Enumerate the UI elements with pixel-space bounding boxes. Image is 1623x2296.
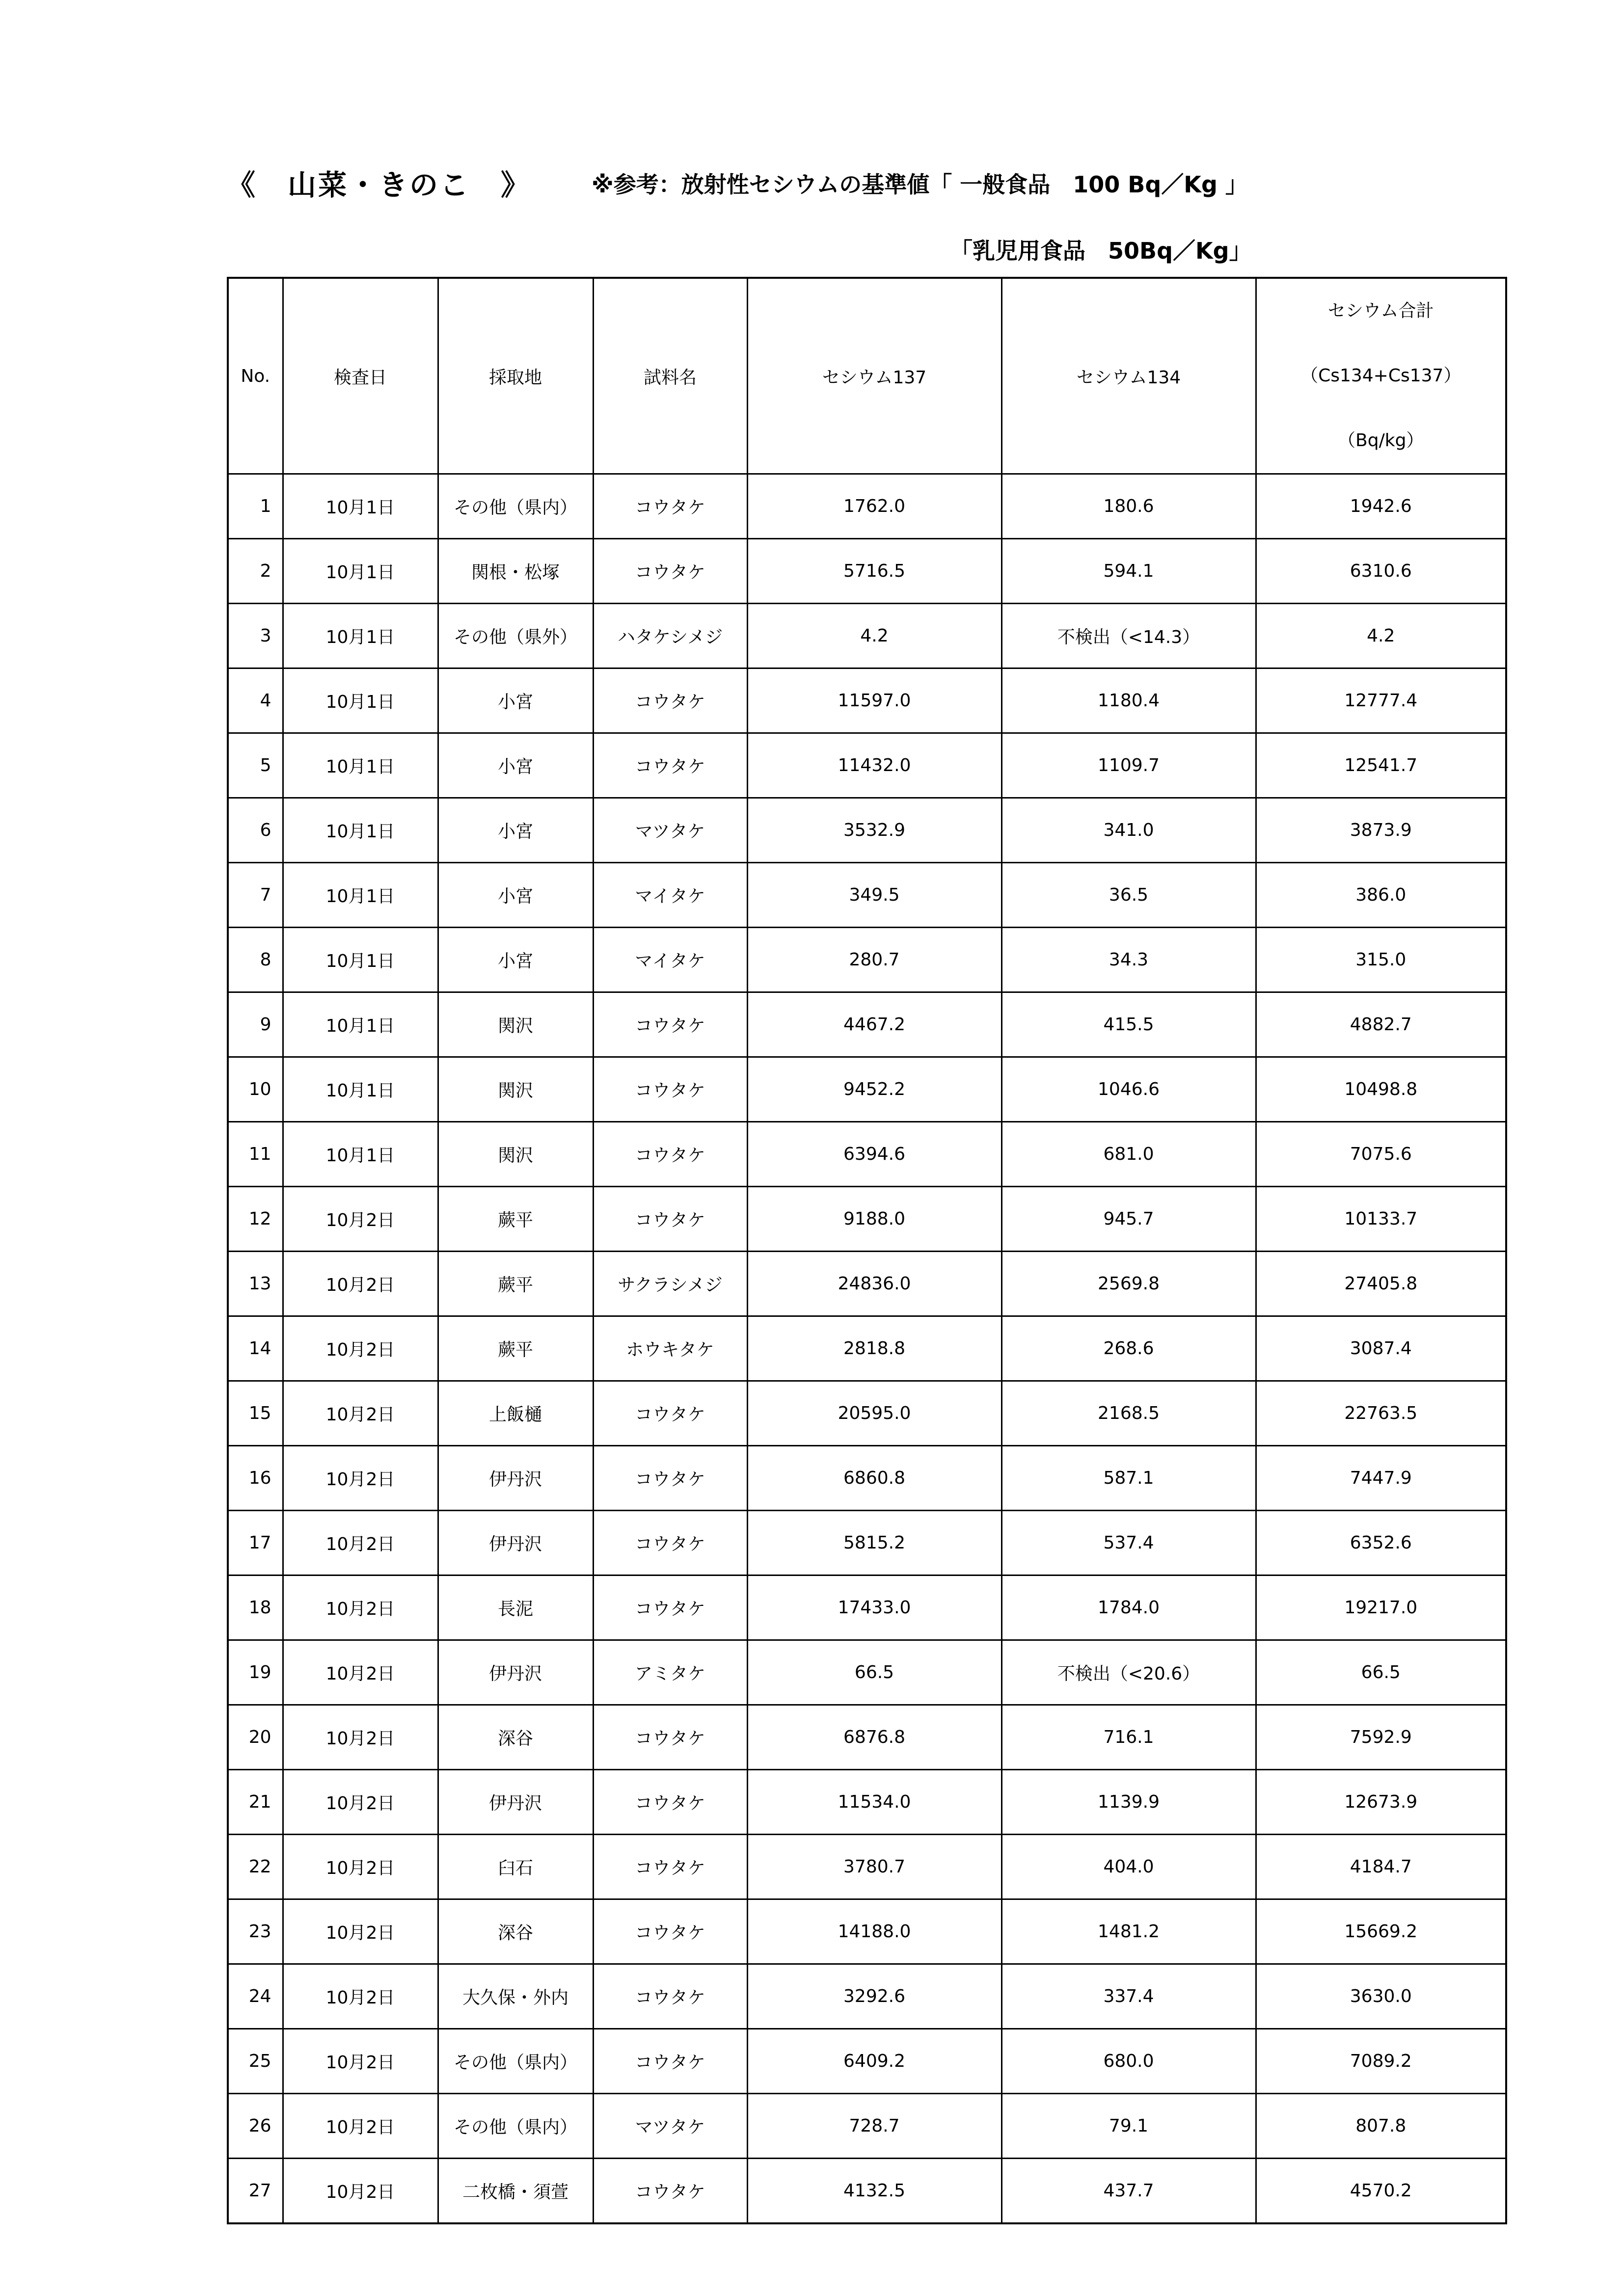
cell-location: 伊丹沢: [438, 1446, 593, 1511]
cell-date: 10月2日: [283, 1899, 438, 1964]
cell-location: 長泥: [438, 1575, 593, 1640]
header-date: 検査日: [283, 278, 438, 474]
cell-cs137: 9188.0: [747, 1187, 1001, 1252]
cell-cs134: 945.7: [1001, 1187, 1256, 1252]
cell-date: 10月2日: [283, 1511, 438, 1575]
cell-total: 15669.2: [1256, 1899, 1506, 1964]
cell-date: 10月2日: [283, 2029, 438, 2094]
cell-date: 10月2日: [283, 1446, 438, 1511]
reference-note: ※参考：放射性セシウムの基準値「 一般食品 100 Bq／Kg 」: [592, 171, 1248, 198]
table-row: [228, 863, 1506, 928]
cell-no: 4: [228, 668, 283, 733]
cell-cs134: 337.4: [1001, 1964, 1256, 2029]
cell-date: 10月1日: [283, 1057, 438, 1122]
cell-date: 10月1日: [283, 539, 438, 604]
cell-location: その他（県内）: [438, 474, 593, 539]
cell-cs134: 537.4: [1001, 1511, 1256, 1575]
cell-location: その他（県内）: [438, 2094, 593, 2159]
cell-no: 19: [228, 1640, 283, 1705]
table-row: [228, 1057, 1506, 1122]
cell-cs134: 34.3: [1001, 928, 1256, 992]
cell-cs134: 587.1: [1001, 1446, 1256, 1511]
cell-cs134: 1139.9: [1001, 1770, 1256, 1835]
cell-cs137: 9452.2: [747, 1057, 1001, 1122]
cell-no: 21: [228, 1770, 283, 1835]
cell-cs134: 1180.4: [1001, 668, 1256, 733]
cell-sample: コウタケ: [593, 1122, 747, 1187]
cell-no: 9: [228, 992, 283, 1057]
cell-location: 小宮: [438, 798, 593, 863]
cell-cs137: 3292.6: [747, 1964, 1001, 2029]
table-row: [228, 2094, 1506, 2159]
cell-cs134: 1046.6: [1001, 1057, 1256, 1122]
cell-cs137: 11597.0: [747, 668, 1001, 733]
cell-total: 10133.7: [1256, 1187, 1506, 1252]
header-total-line2: （Cs134+Cs137）: [1300, 366, 1461, 386]
table-row: [228, 604, 1506, 668]
cell-sample: コウタケ: [593, 1964, 747, 2029]
cell-cs137: 1762.0: [747, 474, 1001, 539]
cell-location: 伊丹沢: [438, 1640, 593, 1705]
cell-location: 伊丹沢: [438, 1770, 593, 1835]
cell-total: 807.8: [1256, 2094, 1506, 2159]
cell-no: 6: [228, 798, 283, 863]
cell-sample: コウタケ: [593, 1575, 747, 1640]
cell-location: 小宮: [438, 668, 593, 733]
table-row: [228, 733, 1506, 798]
cell-sample: コウタケ: [593, 1835, 747, 1899]
cell-date: 10月1日: [283, 798, 438, 863]
cell-no: 10: [228, 1057, 283, 1122]
cell-location: 関沢: [438, 1057, 593, 1122]
cell-total: 10498.8: [1256, 1057, 1506, 1122]
cell-sample: コウタケ: [593, 539, 747, 604]
cell-cs137: 5716.5: [747, 539, 1001, 604]
cell-date: 10月2日: [283, 1187, 438, 1252]
cell-cs134: 437.7: [1001, 2159, 1256, 2224]
cell-cs134: 2168.5: [1001, 1381, 1256, 1446]
cell-cs134: 180.6: [1001, 474, 1256, 539]
cell-no: 23: [228, 1899, 283, 1964]
cell-cs137: 349.5: [747, 863, 1001, 928]
cell-total: 315.0: [1256, 928, 1506, 992]
table-header-row: [228, 278, 1506, 474]
header-total-line3: （Bq/kg）: [1338, 430, 1424, 451]
cell-location: 深谷: [438, 1705, 593, 1770]
header-cs137: セシウム137: [747, 278, 1001, 474]
cell-location: 関沢: [438, 992, 593, 1057]
cell-location: 蕨平: [438, 1316, 593, 1381]
table-row: [228, 1640, 1506, 1705]
cell-cs137: 24836.0: [747, 1252, 1001, 1316]
cell-sample: コウタケ: [593, 1446, 747, 1511]
cell-date: 10月1日: [283, 668, 438, 733]
table-row: [228, 474, 1506, 539]
cell-date: 10月2日: [283, 2159, 438, 2224]
header-total: [1256, 278, 1506, 474]
table-row: [228, 1381, 1506, 1446]
cell-cs137: 4.2: [747, 604, 1001, 668]
cell-sample: コウタケ: [593, 2159, 747, 2224]
cell-total: 7592.9: [1256, 1705, 1506, 1770]
cell-total: 3087.4: [1256, 1316, 1506, 1381]
cell-no: 13: [228, 1252, 283, 1316]
table-row: [228, 992, 1506, 1057]
cell-date: 10月1日: [283, 992, 438, 1057]
cell-cs137: 3780.7: [747, 1835, 1001, 1899]
cell-cs134: 1784.0: [1001, 1575, 1256, 1640]
cell-location: 臼石: [438, 1835, 593, 1899]
cell-cs137: 11432.0: [747, 733, 1001, 798]
cesium-results-table: [227, 277, 1507, 2224]
cell-sample: コウタケ: [593, 1057, 747, 1122]
cell-no: 11: [228, 1122, 283, 1187]
cell-cs134: 415.5: [1001, 992, 1256, 1057]
cell-total: 7075.6: [1256, 1122, 1506, 1187]
table-row: [228, 1770, 1506, 1835]
table-row: [228, 1122, 1506, 1187]
cell-total: 4570.2: [1256, 2159, 1506, 2224]
table-row: [228, 1705, 1506, 1770]
cell-cs137: 6409.2: [747, 2029, 1001, 2094]
header-sample: 試料名: [593, 278, 747, 474]
cell-sample: コウタケ: [593, 668, 747, 733]
cell-date: 10月1日: [283, 863, 438, 928]
cell-cs134: 716.1: [1001, 1705, 1256, 1770]
cell-no: 20: [228, 1705, 283, 1770]
cell-date: 10月1日: [283, 733, 438, 798]
cell-date: 10月1日: [283, 928, 438, 992]
cell-no: 2: [228, 539, 283, 604]
table-row: [228, 1187, 1506, 1252]
cell-sample: アミタケ: [593, 1640, 747, 1705]
table-row: [228, 928, 1506, 992]
cell-no: 5: [228, 733, 283, 798]
cell-no: 12: [228, 1187, 283, 1252]
cell-sample: コウタケ: [593, 733, 747, 798]
cell-sample: コウタケ: [593, 1381, 747, 1446]
cell-no: 26: [228, 2094, 283, 2159]
cell-location: 伊丹沢: [438, 1511, 593, 1575]
cell-cs137: 66.5: [747, 1640, 1001, 1705]
cell-cs137: 5815.2: [747, 1511, 1001, 1575]
cell-location: 小宮: [438, 733, 593, 798]
cell-no: 27: [228, 2159, 283, 2224]
cell-date: 10月2日: [283, 1381, 438, 1446]
cell-total: 3630.0: [1256, 1964, 1506, 2029]
cell-total: 4.2: [1256, 604, 1506, 668]
cell-no: 3: [228, 604, 283, 668]
cell-location: 二枚橋・須萱: [438, 2159, 593, 2224]
cell-cs134: 不検出（<14.3）: [1001, 604, 1256, 668]
cell-location: 関沢: [438, 1122, 593, 1187]
cell-location: 関根・松塚: [438, 539, 593, 604]
cell-sample: コウタケ: [593, 2029, 747, 2094]
cell-location: 小宮: [438, 928, 593, 992]
cell-sample: コウタケ: [593, 1511, 747, 1575]
cell-location: その他（県内）: [438, 2029, 593, 2094]
cell-cs134: 680.0: [1001, 2029, 1256, 2094]
cell-cs137: 20595.0: [747, 1381, 1001, 1446]
cell-total: 4184.7: [1256, 1835, 1506, 1899]
cell-cs137: 3532.9: [747, 798, 1001, 863]
cell-total: 386.0: [1256, 863, 1506, 928]
cell-sample: マツタケ: [593, 2094, 747, 2159]
cell-location: 蕨平: [438, 1252, 593, 1316]
cell-sample: サクラシメジ: [593, 1252, 747, 1316]
cell-cs137: 14188.0: [747, 1899, 1001, 1964]
table-row: [228, 539, 1506, 604]
cell-no: 25: [228, 2029, 283, 2094]
cell-date: 10月1日: [283, 1122, 438, 1187]
cell-sample: コウタケ: [593, 1705, 747, 1770]
cell-no: 24: [228, 1964, 283, 2029]
cell-sample: ホウキタケ: [593, 1316, 747, 1381]
cell-total: 3873.9: [1256, 798, 1506, 863]
cell-cs134: 79.1: [1001, 2094, 1256, 2159]
cell-cs137: 728.7: [747, 2094, 1001, 2159]
header-cs134: セシウム134: [1001, 278, 1256, 474]
table-row: [228, 1575, 1506, 1640]
cell-sample: ハタケシメジ: [593, 604, 747, 668]
cell-sample: マイタケ: [593, 863, 747, 928]
cell-date: 10月2日: [283, 1316, 438, 1381]
cell-date: 10月2日: [283, 1835, 438, 1899]
table-row: [228, 798, 1506, 863]
header-no: No.: [228, 278, 283, 474]
cell-total: 7447.9: [1256, 1446, 1506, 1511]
cell-date: 10月2日: [283, 1640, 438, 1705]
cell-location: 小宮: [438, 863, 593, 928]
cell-total: 6310.6: [1256, 539, 1506, 604]
cell-sample: マイタケ: [593, 928, 747, 992]
cell-cs134: 594.1: [1001, 539, 1256, 604]
cell-cs137: 4132.5: [747, 2159, 1001, 2224]
cell-no: 14: [228, 1316, 283, 1381]
cell-location: 深谷: [438, 1899, 593, 1964]
cell-no: 17: [228, 1511, 283, 1575]
cell-sample: コウタケ: [593, 992, 747, 1057]
cell-no: 8: [228, 928, 283, 992]
cell-cs134: 268.6: [1001, 1316, 1256, 1381]
cell-cs137: 6876.8: [747, 1705, 1001, 1770]
cell-cs134: 341.0: [1001, 798, 1256, 863]
table-row: [228, 2029, 1506, 2094]
cell-total: 22763.5: [1256, 1381, 1506, 1446]
reference-note-infant: 「乳児用食品 50Bq／Kg」: [950, 238, 1252, 264]
table-row: [228, 1899, 1506, 1964]
cell-date: 10月2日: [283, 1575, 438, 1640]
cell-sample: コウタケ: [593, 1770, 747, 1835]
cell-cs137: 4467.2: [747, 992, 1001, 1057]
cell-total: 6352.6: [1256, 1511, 1506, 1575]
page-title: 《 山菜・きのこ 》: [227, 168, 532, 202]
cell-no: 22: [228, 1835, 283, 1899]
cell-location: 大久保・外内: [438, 1964, 593, 2029]
table-row: [228, 1835, 1506, 1899]
cell-total: 27405.8: [1256, 1252, 1506, 1316]
cell-no: 18: [228, 1575, 283, 1640]
cell-cs137: 6394.6: [747, 1122, 1001, 1187]
cell-date: 10月2日: [283, 1770, 438, 1835]
cell-cs134: 不検出（<20.6）: [1001, 1640, 1256, 1705]
cell-cs137: 17433.0: [747, 1575, 1001, 1640]
cell-date: 10月2日: [283, 2094, 438, 2159]
cell-date: 10月1日: [283, 604, 438, 668]
cell-cs137: 2818.8: [747, 1316, 1001, 1381]
cell-date: 10月2日: [283, 1252, 438, 1316]
cell-total: 19217.0: [1256, 1575, 1506, 1640]
header-location: 採取地: [438, 278, 593, 474]
table-row: [228, 1446, 1506, 1511]
table-row: [228, 1964, 1506, 2029]
table-row: [228, 1252, 1506, 1316]
table-body: [228, 474, 1506, 2224]
cell-no: 7: [228, 863, 283, 928]
cell-cs134: 2569.8: [1001, 1252, 1256, 1316]
cell-total: 12673.9: [1256, 1770, 1506, 1835]
cell-cs134: 1109.7: [1001, 733, 1256, 798]
header-total-line1: セシウム合計: [1327, 301, 1434, 321]
cell-total: 12777.4: [1256, 668, 1506, 733]
cell-total: 12541.7: [1256, 733, 1506, 798]
table-row: [228, 1511, 1506, 1575]
cell-sample: コウタケ: [593, 1187, 747, 1252]
cell-total: 4882.7: [1256, 992, 1506, 1057]
cell-cs134: 36.5: [1001, 863, 1256, 928]
cell-cs134: 681.0: [1001, 1122, 1256, 1187]
cell-date: 10月2日: [283, 1705, 438, 1770]
cell-cs137: 6860.8: [747, 1446, 1001, 1511]
cell-total: 66.5: [1256, 1640, 1506, 1705]
table-row: [228, 1316, 1506, 1381]
cell-cs134: 1481.2: [1001, 1899, 1256, 1964]
cell-total: 1942.6: [1256, 474, 1506, 539]
cell-sample: マツタケ: [593, 798, 747, 863]
table-row: [228, 668, 1506, 733]
table-row: [228, 2159, 1506, 2224]
cell-cs137: 11534.0: [747, 1770, 1001, 1835]
cell-location: その他（県外）: [438, 604, 593, 668]
cell-sample: コウタケ: [593, 1899, 747, 1964]
cell-location: 上飯樋: [438, 1381, 593, 1446]
cell-no: 16: [228, 1446, 283, 1511]
cell-sample: コウタケ: [593, 474, 747, 539]
cell-total: 7089.2: [1256, 2029, 1506, 2094]
cell-cs134: 404.0: [1001, 1835, 1256, 1899]
cell-cs137: 280.7: [747, 928, 1001, 992]
cell-date: 10月1日: [283, 474, 438, 539]
cell-location: 蕨平: [438, 1187, 593, 1252]
cell-no: 15: [228, 1381, 283, 1446]
cell-no: 1: [228, 474, 283, 539]
cell-date: 10月2日: [283, 1964, 438, 2029]
